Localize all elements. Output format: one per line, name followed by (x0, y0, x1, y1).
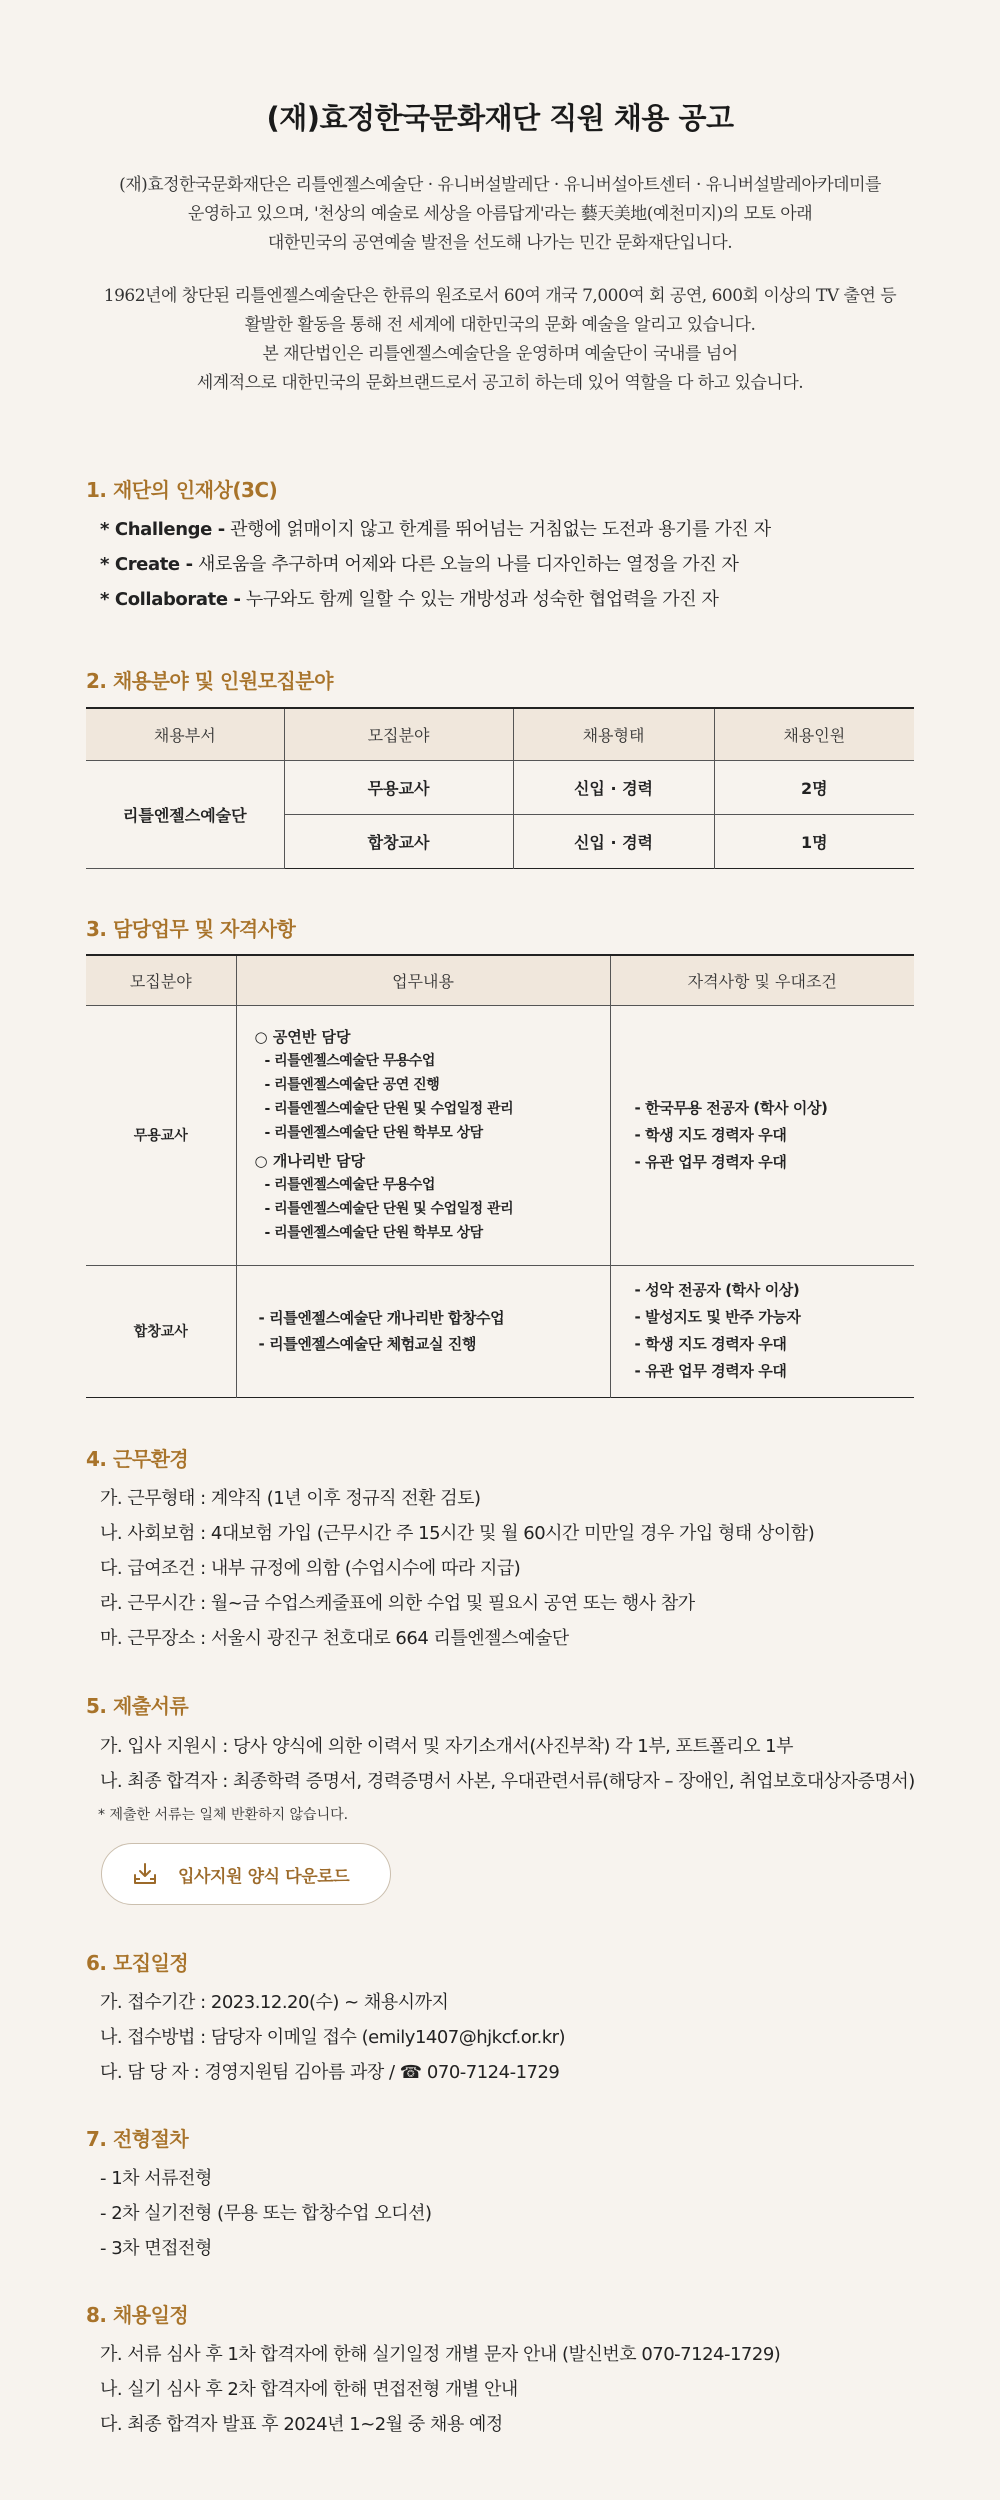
quals-cell (610, 1005, 914, 1265)
tasks-cell (236, 1265, 610, 1397)
qual-line: - 유관 업무 경력자 우대 (634, 1152, 787, 1171)
talent-list (86, 512, 914, 617)
intro-paragraph-2 (86, 282, 914, 398)
list-item: 라. 근무시간 : 월~금 수업스케줄표에 의한 수업 및 필요시 공연 또는 행사 참가 (100, 1593, 695, 1614)
list-item: 가. 근무형태 : 계약직 (1년 이후 정규직 전환 검토) (100, 1488, 481, 1509)
task-line: - 리틀엔젤스예술단 단원 학부모 상담 (264, 1225, 483, 1241)
task-group (237, 1149, 610, 1173)
task-line: - 리틀엔젤스예술단 무용수업 (264, 1177, 435, 1193)
talent-text: 관행에 얽매이지 않고 한계를 뛰어넘는 거침없는 도전과 용기를 가진 자 (224, 519, 771, 540)
list-item: - 3차 면접전형 (100, 2238, 212, 2259)
intro-line: 본 재단법인은 리틀엔젤스예술단을 운영하며 예술단이 국내를 넘어 (262, 344, 738, 364)
section-title-positions: 2. 채용분야 및 인원모집분야 (86, 669, 333, 693)
documents-note: * 제출한 서류는 일체 반환하지 않습니다. (98, 1807, 349, 1823)
list-item: - 1차 서류전형 (100, 2168, 212, 2189)
positions-table (86, 707, 914, 869)
qual-line: - 학생 지도 경력자 우대 (634, 1125, 787, 1144)
positions-table-wrap (86, 707, 914, 869)
table-header: 자격사항 및 우대조건 (610, 955, 914, 1005)
list-item: 나. 접수방법 : 담당자 이메일 접수 (emily1407@hjkcf.or.kr) (100, 2027, 566, 2048)
table-row (86, 1265, 914, 1397)
talent-item (86, 582, 914, 617)
schedule-list (86, 1985, 914, 2090)
field-cell: 합창교사 (86, 1265, 236, 1397)
list-item: 가. 서류 심사 후 1차 합격자에 한해 실기일정 개별 문자 안내 (발신번호 070-7124-1729) (100, 2344, 781, 2365)
intro-line: (재)효정한국문화재단은 리틀엔젤스예술단 · 유니버설발레단 · 유니버설아트센터 · 유니버설발레아카데미를 (119, 175, 881, 195)
table-row (86, 1005, 914, 1265)
list-item: 가. 입사 지원시 : 당사 양식에 의한 이력서 및 자기소개서(사진부착) 각 1부, 포트폴리오 1부 (100, 1736, 794, 1757)
process-list (86, 2161, 914, 2266)
list-item: 나. 최종 합격자 : 최종학력 증명서, 경력증명서 사본, 우대관련서류(해당자 – 장애인, 취업보호대상자증명서) (100, 1771, 915, 1792)
section-title-talent: 1. 재단의 인재상(3C) (86, 478, 278, 502)
task-line: - 리틀엔젤스예술단 개나리반 합창수업 (258, 1309, 505, 1327)
list-item: 나. 실기 심사 후 2차 합격자에 한해 면접전형 개별 안내 (100, 2379, 518, 2400)
task-line: - 리틀엔젤스예술단 무용수업 (264, 1053, 435, 1069)
duties-table-wrap (86, 954, 914, 1398)
download-button-label: 입사지원 양식 다운로드 (178, 1866, 350, 1887)
list-item: 마. 근무장소 : 서울시 광진구 천호대로 664 리틀엔젤스예술단 (100, 1628, 569, 1649)
qual-line: - 한국무용 전공자 (학사 이상) (634, 1098, 828, 1117)
table-header: 모집분야 (86, 955, 236, 1005)
field-cell: 무용교사 (86, 1005, 236, 1265)
talent-item (86, 512, 914, 547)
intro-line: 대한민국의 공연예술 발전을 선도해 나가는 민간 문화재단입니다. (267, 233, 733, 253)
intro-line: 1962년에 창단된 리틀엔젤스예술단은 한류의 원조로서 60여 개국 7,000여 회 공연, 600회 이상의 TV 출연 등 (103, 286, 897, 306)
list-item: 다. 담 당 자 : 경영지원팀 김아름 과장 / ☎ 070-7124-1729 (100, 2062, 560, 2083)
section-title-documents: 5. 제출서류 (86, 1694, 189, 1718)
task-group (237, 1025, 610, 1049)
table-header: 채용인원 (714, 708, 914, 760)
list-item: 다. 급여조건 : 내부 규정에 의함 (수업시수에 따라 지급) (100, 1558, 521, 1579)
table-header: 채용형태 (513, 708, 714, 760)
documents-list (86, 1729, 914, 1829)
section-title-work-env: 4. 근무환경 (86, 1447, 189, 1471)
talent-item (86, 547, 914, 582)
field-cell: 무용교사 (284, 760, 513, 814)
table-header: 모집분야 (284, 708, 513, 760)
talent-text: 누구와도 함께 일할 수 있는 개방성과 성숙한 협업력을 가진 자 (240, 589, 719, 610)
type-cell: 신입 · 경력 (513, 814, 714, 868)
page-title: (재)효정한국문화재단 직원 채용 공고 (266, 101, 734, 135)
task-line: - 리틀엔젤스예술단 단원 및 수업일정 관리 (264, 1101, 514, 1117)
count-cell: 1명 (800, 832, 828, 852)
circle-icon: ○ (254, 1028, 273, 1046)
duties-table (86, 954, 914, 1398)
list-item: - 2차 실기전형 (무용 또는 합창수업 오디션) (100, 2203, 432, 2224)
intro-paragraph-1 (86, 171, 914, 258)
table-header-row (86, 955, 914, 1005)
list-item: 나. 사회보험 : 4대보험 가입 (근무시간 주 15시간 및 월 60시간 미만일 경우 가입 형태 상이함) (100, 1523, 815, 1544)
field-cell: 합창교사 (284, 814, 513, 868)
task-line: - 리틀엔젤스예술단 단원 및 수업일정 관리 (264, 1201, 514, 1217)
download-form-button[interactable] (101, 1843, 391, 1905)
qual-line: - 발성지도 및 반주 가능자 (634, 1308, 801, 1326)
table-row (86, 760, 914, 814)
section-title-duties: 3. 담당업무 및 자격사항 (86, 917, 296, 941)
talent-key: * Collaborate - (100, 589, 241, 610)
table-header: 업무내용 (236, 955, 610, 1005)
section-title-process: 7. 전형절차 (86, 2127, 189, 2151)
table-header-row (86, 708, 914, 760)
dept-cell: 리틀엔젤스예술단 (86, 760, 284, 868)
count-cell: 2명 (714, 760, 914, 814)
task-line: - 리틀엔젤스예술단 체험교실 진행 (258, 1335, 477, 1353)
task-line: - 리틀엔젤스예술단 단원 학부모 상담 (264, 1125, 483, 1141)
section-title-schedule: 6. 모집일정 (86, 1951, 189, 1975)
download-icon (132, 1862, 158, 1886)
talent-key: * Challenge - (100, 519, 225, 540)
type-cell: 신입 · 경력 (513, 760, 714, 814)
qual-line: - 성악 전공자 (학사 이상) (634, 1281, 800, 1299)
intro-line: 운영하고 있으며, '천상의 예술로 세상을 아름답게'라는 藝天美地(예천미지)의 모토 아래 (187, 204, 813, 224)
list-item: 다. 최종 합격자 발표 후 2024년 1~2월 중 채용 예정 (100, 2414, 503, 2435)
task-group-title: 공연반 담당 (272, 1028, 351, 1046)
qual-line: - 유관 업무 경력자 우대 (634, 1362, 787, 1380)
hiring-schedule-list (86, 2337, 914, 2442)
talent-text: 새로움을 추구하며 어제와 다른 오늘의 나를 디자인하는 열정을 가진 자 (192, 554, 739, 575)
intro-line: 활발한 활동을 통해 전 세계에 대한민국의 문화 예술을 알리고 있습니다. (244, 315, 756, 335)
qual-line: - 학생 지도 경력자 우대 (634, 1335, 787, 1353)
section-title-hiring-schedule: 8. 채용일정 (86, 2303, 189, 2327)
work-env-list (86, 1481, 914, 1656)
table-header: 채용부서 (86, 708, 284, 760)
list-item: 가. 접수기간 : 2023.12.20(수) ~ 채용시까지 (100, 1992, 449, 2013)
circle-icon: ○ (254, 1152, 273, 1170)
quals-cell (610, 1265, 914, 1397)
talent-key: * Create - (100, 554, 193, 575)
intro-line: 세계적으로 대한민국의 문화브랜드로서 공고히 하는데 있어 역할을 다 하고 있습니다. (196, 373, 804, 393)
task-line: - 리틀엔젤스예술단 공연 진행 (264, 1077, 440, 1093)
task-group-title: 개나리반 담당 (272, 1152, 365, 1170)
tasks-cell (236, 1005, 610, 1265)
